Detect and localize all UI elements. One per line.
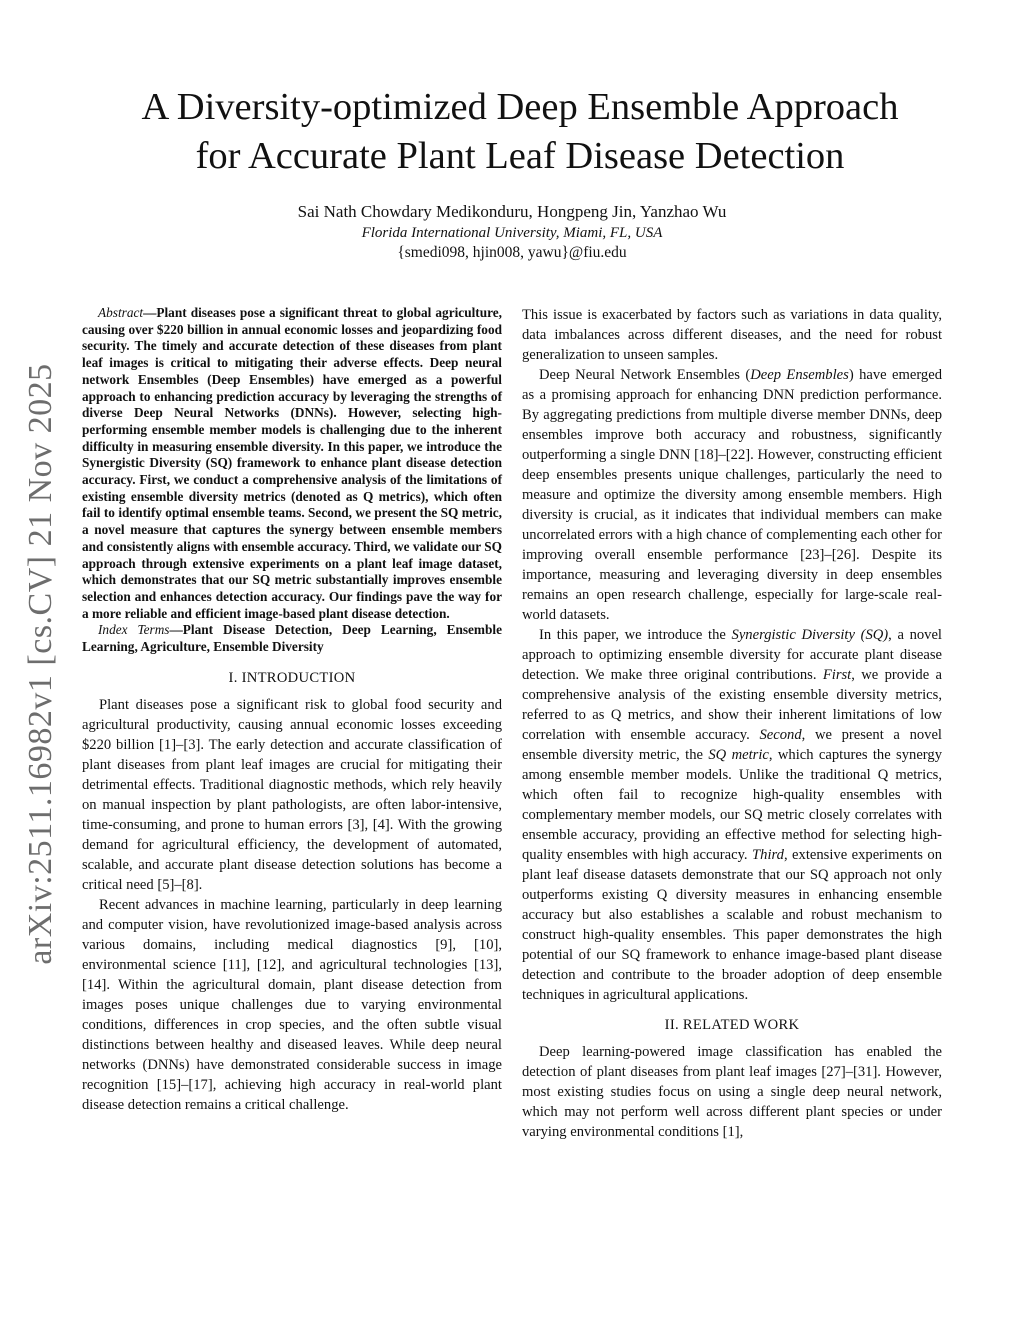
abstract-text: —Plant diseases pose a significant threat to global agriculture, causing over $220 billion in annual economic losses and jeopardizing food security. The timely and accurate detection of these diseases from plant leaf images is critical to mitigating their adverse effects. Deep neural network Ensembles (Deep Ensembles) have emerged as a powerful approach to enhancing prediction accuracy by leveraging the strengths of diverse Deep Neural Networks (DNNs). However, selecting high-performing ensemble member models is challenging due to the inherent difficulty in measuring ensemble diversity. In this paper, we introduce the Synergistic Diversity (SQ) framework to enhance plant disease detection accuracy. First, we conduct a comprehensive analysis of the limitations of existing ensemble diversity metrics (denoted as Q metrics), which often fail to identify optimal ensemble teams. Second, we present the SQ metric, a novel measure that captures the synergy between ensemble members and consistently aligns with ensemble accuracy. Third, we validate our SQ approach through extensive experiments on a plant leaf image dataset, which demonstrates that our SQ metric substantially improves ensemble selection and enhances detection accuracy. Our findings pave the way for a more reliable and efficient image-based plant disease detection. [82, 305, 502, 621]
arxiv-identifier-text: arXiv:2511.16982v1 [cs.CV] 21 Nov 2025 [22, 363, 59, 965]
section-heading-related-work: II. RELATED WORK [664, 1017, 800, 1033]
emphasis-deep-ensembles: Deep Ensembles [750, 367, 849, 383]
introduction-body [82, 695, 502, 1115]
index-terms-text: —Plant Disease Detection, Deep Learning, Ensemble Learning, Agriculture, Ensemble Diversity [82, 622, 502, 655]
affiliation: Florida International University, Miami, FL, USA [361, 225, 663, 241]
emphasis-third: Third [752, 847, 784, 863]
index-terms-label: Index Terms [98, 622, 170, 638]
index-terms [82, 622, 502, 655]
text-run: , we provide a comprehensive analysis of the existing ensemble diversity metrics, referred to as Q metrics, and show their inherent limitations of low correlation with ensemble accuracy. [522, 667, 943, 743]
emphasis-sq-metric: SQ metric [708, 747, 769, 763]
intro-paragraph-2: Recent advances in machine learning, particularly in deep learning and computer vision, have revolutionized image-based analysis across various domains, including medical diagnostics [9], [10], environmental science [11], [12], and agricultural technologies [13], [14]. Within the agricultural domain, plant disease detection from images poses unique challenges due to varying environmental conditions, differences in crop species, and the often subtle visual distinctions between healthy and diseased leaves. While deep neural networks (DNNs) have demonstrated considerable success in image recognition [15]–[17], achieving high accuracy in real-world plant disease detection remains a critical challenge. [82, 896, 502, 1113]
emphasis-sq: Synergistic Diversity (SQ) [731, 627, 889, 643]
text-run: In this paper, we introduce the [539, 627, 732, 643]
left-column [82, 305, 502, 1115]
section-heading-introduction: I. INTRODUCTION [228, 669, 356, 686]
emphasis-second: Second [759, 727, 802, 743]
intro-paragraph-3: This issue is exacerbated by factors such as variations in data quality, data imbalances across different diseases, and the need for robust generalization to unseen samples. [522, 307, 942, 363]
text-run: Deep Neural Network Ensembles ( [539, 367, 751, 383]
text-run: ) have emerged as a promising approach for enhancing DNN prediction performance. By aggregating predictions from multiple diverse member DNNs, deep ensembles improve both accuracy and robustness, significantly outperforming a single DNN [18]–[22]. However, constructing efficient deep ensembles presents unique challenges, particularly the need to measure and optimize the diversity among ensemble members. High diversity is crucial, as it indicates that individual members can make uncorrelated errors with a high chance of complementing each other for improving overall ensemble performance [23]–[26]. Despite its importance, measuring and leveraging diversity in deep ensembles remains an open research challenge, especially for large-scale real-world datasets. [522, 367, 942, 623]
right-column [522, 305, 942, 1142]
author-emails: {smedi098, hjin008, yawu}@fiu.edu [397, 244, 627, 261]
paper-title [70, 83, 970, 181]
text-run: , extensive experiments on plant leaf disease datasets demonstrate that our SQ approach not only outperforms existing Q diversity measures in enhancing ensemble accuracy but also establishes a scalable and robust mechanism to construct high-quality ensembles. This paper demonstrates the high potential of our SQ framework to enhance image-based plant disease detection and contribute to the broader adoption of deep ensemble techniques in agricultural applications. [522, 847, 943, 1003]
arxiv-identifier [12, 363, 70, 965]
text-run: , a novel approach to optimizing ensemble diversity for accurate plant disease detection. We make three original contributions. [522, 627, 942, 683]
title-line-2: for Accurate Plant Leaf Disease Detection [195, 135, 845, 177]
author-list: Sai Nath Chowdary Medikonduru, Hongpeng Jin, Yanzhao Wu [297, 202, 727, 221]
title-line-1: A Diversity-optimized Deep Ensemble Approach [141, 86, 899, 128]
intro-paragraph-4 [522, 365, 942, 625]
abstract-label: Abstract [98, 305, 144, 320]
text-run: , we present a novel ensemble diversity metric, the [522, 727, 942, 763]
text-run: , which captures the synergy among ensemble member models. Unlike the traditional Q metrics, which often fail to recognize high-quality ensembles with complementary member models, our SQ metric closely correlates with ensemble accuracy, providing an effective method for selecting high-quality ensembles with high accuracy. [522, 747, 942, 863]
related-work-body [522, 1042, 942, 1142]
intro-paragraph-1: Plant diseases pose a significant risk to global food security and agricultural productivity, causing annual economic losses exceeding $220 billion [1]–[3]. The early detection and accurate classification of plant diseases from plant leaf images are crucial for mitigating their detrimental effects. Traditional diagnostic methods, which rely heavily on manual inspection by plant pathologists, are often labor-intensive, time-consuming, and prone to human errors [3], [4]. With the growing demand for agricultural efficiency, the development of automated, scalable, and accurate plant disease detection solutions has become a critical need [5]–[8]. [82, 696, 502, 893]
right-column-body [522, 305, 942, 1005]
abstract [82, 305, 502, 656]
related-paragraph-1: Deep learning-powered image classification has enabled the detection of plant diseases from plant leaf images [27]–[31]. However, most existing studies focus on using a single deep neural network, which may not perform well across different plant species or under varying environmental conditions [1], [522, 1044, 942, 1140]
emphasis-first: First [822, 667, 852, 683]
abstract-paragraph [82, 305, 502, 622]
intro-paragraph-5 [522, 625, 942, 1005]
